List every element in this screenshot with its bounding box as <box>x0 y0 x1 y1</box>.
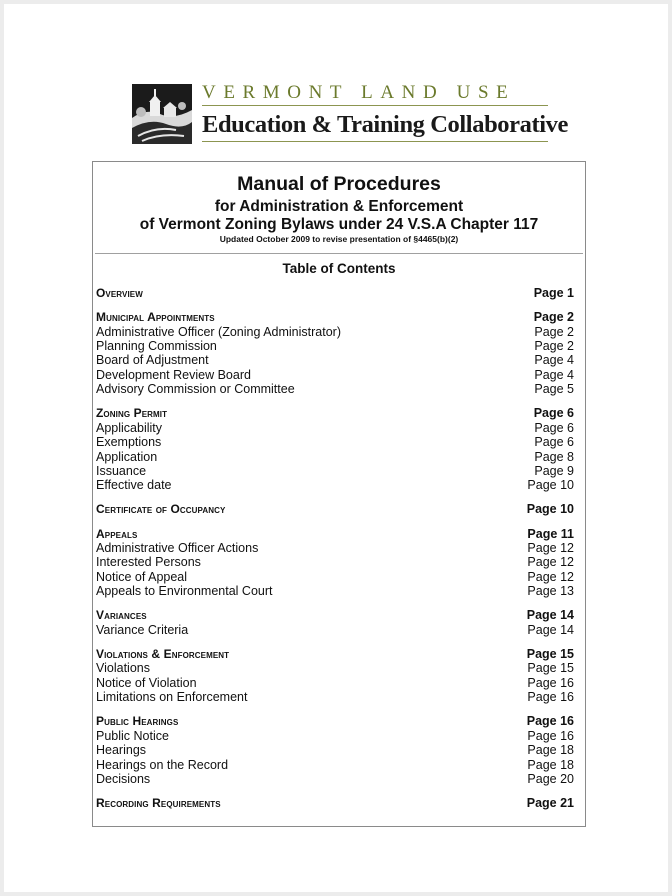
toc-entry-page: Page 18 <box>527 757 574 772</box>
toc-entry-label: Variance Criteria <box>96 622 189 637</box>
toc-section-title: Recording Requirements <box>96 796 221 811</box>
toc-entry-label: Board of Adjustment <box>96 353 209 368</box>
toc-entry <box>96 676 574 690</box>
toc-entry <box>96 623 574 637</box>
toc-entry-label: Development Review Board <box>96 367 251 382</box>
toc-entry-page: Page 18 <box>527 743 574 758</box>
toc-entry-label: Public Notice <box>96 728 169 743</box>
toc-entry-page: Page 2 <box>534 324 574 339</box>
update-note: Updated October 2009 to revise presentation of §4465(b)(2) <box>219 234 459 244</box>
toc-section-heading <box>96 406 574 420</box>
toc-entry <box>96 541 574 555</box>
toc-entry <box>96 772 574 786</box>
toc-section <box>96 527 574 599</box>
toc-entry-page: Page 5 <box>534 382 574 397</box>
document-subtitle-1: for Administration & Enforcement <box>214 198 464 215</box>
toc-entry-label: Appeals to Environmental Court <box>96 584 273 599</box>
toc-section-heading <box>96 310 574 324</box>
toc-section-heading <box>96 527 574 541</box>
toc-entry <box>96 758 574 772</box>
toc-entry-label: Application <box>96 449 158 464</box>
toc-entry <box>96 339 574 353</box>
toc-entry-page: Page 2 <box>534 338 574 353</box>
toc-entry <box>96 435 574 449</box>
toc-entry-label: Interested Persons <box>96 555 201 570</box>
toc-section-page: Page 2 <box>533 310 574 325</box>
toc-entry-label: Advisory Commission or Committee <box>96 382 295 397</box>
toc-section-page: Page 1 <box>533 286 574 300</box>
toc-entry-page: Page 9 <box>534 463 574 478</box>
toc-entry-page: Page 8 <box>534 449 574 464</box>
toc-entry <box>96 325 574 339</box>
manual-content-box <box>92 161 586 827</box>
toc-entry <box>96 368 574 382</box>
toc-entry <box>96 555 574 569</box>
toc-entry-label: Administrative Officer (Zoning Administrator) <box>96 324 341 339</box>
toc-entry <box>96 584 574 598</box>
toc-title: Table of Contents <box>282 261 396 276</box>
toc-section-page: Page 14 <box>526 608 574 623</box>
toc-section-page: Page 6 <box>533 406 574 421</box>
toc-entry <box>96 661 574 675</box>
toc-entry <box>96 478 574 492</box>
toc-entry-page: Page 20 <box>527 771 574 786</box>
toc-entry <box>96 729 574 743</box>
toc-section <box>96 502 574 516</box>
toc-section-page: Page 21 <box>526 796 574 811</box>
toc-entry-label: Notice of Violation <box>96 675 197 690</box>
toc-entry <box>96 690 574 704</box>
toc-section-page: Page 11 <box>527 526 574 541</box>
toc-entry-label: Hearings on the Record <box>96 757 229 772</box>
toc-section <box>96 647 574 705</box>
vermont-landscape-icon <box>132 84 192 144</box>
toc-entry-page: Page 16 <box>527 690 574 705</box>
toc-section-page: Page 10 <box>526 502 574 517</box>
toc-section-title: Zoning Permit <box>96 406 168 421</box>
toc-section-heading <box>96 714 574 728</box>
toc-entry-label: Violations <box>96 661 150 676</box>
toc-section <box>96 714 574 786</box>
toc-section-page: Page 15 <box>526 646 574 661</box>
toc-entry-page: Page 6 <box>534 420 574 435</box>
org-rule-top <box>202 105 548 106</box>
toc-entry-page: Page 15 <box>527 661 574 676</box>
toc-entry-label: Limitations on Enforcement <box>96 690 248 705</box>
toc-section-heading <box>96 608 574 622</box>
toc-section <box>96 286 574 300</box>
toc-entry-page: Page 16 <box>527 675 574 690</box>
toc-entry <box>96 353 574 367</box>
toc-section-title: Overview <box>96 286 143 300</box>
toc-section-title: Public Hearings <box>96 714 179 729</box>
toc-section-heading <box>96 647 574 661</box>
toc-entry-label: Effective date <box>96 478 172 493</box>
toc-entry-page: Page 6 <box>534 435 574 450</box>
toc-entry-page: Page 16 <box>527 728 574 743</box>
toc-section-title: Certificate of Occupancy <box>96 502 226 517</box>
toc-entry-page: Page 12 <box>527 569 574 584</box>
document-subtitle-2: of Vermont Zoning Bylaws under 24 V.S.A Chapter 117 <box>139 216 539 233</box>
org-rule-bottom <box>202 141 548 142</box>
toc-entry-page: Page 4 <box>534 353 574 368</box>
table-of-contents <box>96 286 574 820</box>
toc-section <box>96 406 574 492</box>
toc-entry-page: Page 10 <box>527 478 574 493</box>
toc-entry-label: Decisions <box>96 771 151 786</box>
toc-entry <box>96 421 574 435</box>
toc-section-title: Appeals <box>96 526 138 541</box>
toc-entry-page: Page 12 <box>527 555 574 570</box>
toc-section-title: Violations & Enforcement <box>96 646 230 661</box>
toc-section <box>96 796 574 810</box>
org-name-top: VERMONT LAND USE <box>202 82 516 103</box>
toc-entry <box>96 570 574 584</box>
toc-entry-label: Exemptions <box>96 435 162 450</box>
toc-section <box>96 310 574 396</box>
toc-entry-label: Planning Commission <box>96 338 217 353</box>
toc-section-heading <box>96 502 574 516</box>
toc-section-heading <box>96 796 574 810</box>
toc-section-page: Page 16 <box>526 714 574 729</box>
toc-entry-page: Page 12 <box>527 541 574 556</box>
toc-entry-label: Notice of Appeal <box>96 569 188 584</box>
toc-section <box>96 608 574 637</box>
title-divider <box>95 253 583 254</box>
toc-entry-label: Applicability <box>96 420 163 435</box>
toc-entry <box>96 743 574 757</box>
toc-entry <box>96 464 574 478</box>
toc-entry-page: Page 14 <box>527 622 574 637</box>
toc-entry-page: Page 13 <box>527 584 574 599</box>
toc-entry-page: Page 4 <box>534 367 574 382</box>
toc-entry <box>96 382 574 396</box>
toc-entry-label: Issuance <box>96 463 147 478</box>
toc-section-title: Variances <box>96 608 147 623</box>
document-page <box>4 4 668 892</box>
toc-section-title: Municipal Appointments <box>96 310 215 325</box>
toc-section-heading <box>96 286 574 300</box>
org-name-bottom: Education & Training Collaborative <box>202 111 568 138</box>
toc-entry-label: Administrative Officer Actions <box>96 541 259 556</box>
toc-entry-label: Hearings <box>96 743 147 758</box>
toc-entry <box>96 450 574 464</box>
document-title: Manual of Procedures <box>237 173 441 195</box>
